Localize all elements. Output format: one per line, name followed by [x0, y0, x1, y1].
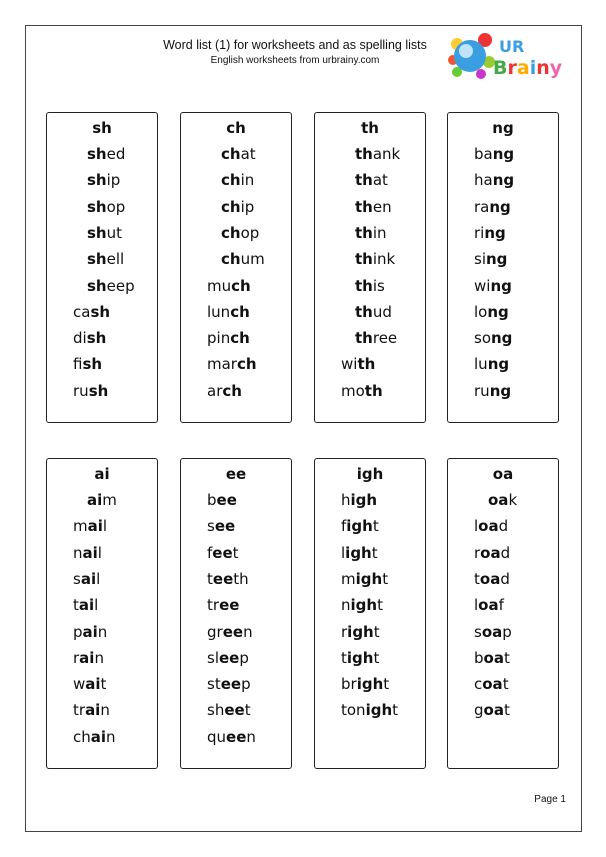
word-bold: ch [221, 250, 241, 269]
word-post: ree [372, 329, 398, 348]
word-bold: igh [350, 596, 378, 615]
word-post: d [500, 569, 510, 588]
word-pre: l [474, 517, 479, 536]
word-post: d [498, 517, 509, 536]
list-item [207, 570, 249, 588]
word-bold: ee [226, 727, 247, 746]
word-bold: ch [236, 355, 257, 374]
word-list-th [314, 112, 426, 423]
word-post: t [371, 543, 378, 562]
word-bold: oa [481, 622, 503, 641]
word-bold: ai [87, 491, 103, 509]
word-bold: ng [492, 171, 515, 190]
word-bold: ch [221, 145, 241, 163]
word-post: ip [240, 197, 255, 216]
word-post: t [372, 517, 379, 536]
word-bold: igh [346, 648, 374, 667]
word-bold: ch [230, 302, 250, 321]
word-bold: igh [355, 569, 383, 588]
word-bold: ee [222, 622, 244, 641]
word-pre: so [474, 329, 491, 348]
list-item [87, 277, 135, 295]
list-item [474, 145, 514, 163]
list-item [207, 303, 250, 321]
word-pre: qu [207, 727, 227, 746]
word-pre: ri [474, 223, 485, 242]
word-post: ed [106, 145, 126, 163]
word-pre: m [341, 569, 356, 588]
list-item [474, 250, 507, 268]
word-list-igh [314, 458, 426, 769]
word-bold: ch [231, 276, 251, 295]
list-item [341, 517, 379, 535]
word-pre: lo [474, 302, 488, 321]
word-list-ch [180, 112, 292, 423]
word-pre: br [341, 675, 357, 694]
word-pre: si [474, 250, 486, 269]
word-bold: ch [221, 171, 241, 190]
word-pre: st [207, 675, 221, 694]
list-item [73, 570, 100, 588]
list-item [221, 250, 265, 268]
list-item [73, 596, 98, 614]
word-bold: ng [485, 250, 508, 269]
list-item [221, 224, 259, 242]
word-list-ee [180, 458, 292, 769]
word-bold: ch [230, 329, 250, 348]
list-item [73, 728, 116, 746]
word-bold: ee [224, 701, 245, 720]
list-item [341, 355, 375, 373]
word-bold: ee [212, 543, 233, 562]
list-item [221, 145, 256, 163]
urbrainy-logo [445, 30, 565, 80]
word-pre: ch [73, 727, 91, 746]
list-item [355, 171, 388, 189]
word-bold: sh [87, 276, 107, 295]
word-post: t [502, 675, 509, 694]
word-pre: w [73, 675, 86, 694]
word-bold: ee [220, 675, 242, 694]
list-item [474, 355, 509, 373]
word-pre: s [207, 517, 215, 536]
list-item [341, 491, 377, 509]
word-pre: fi [73, 355, 83, 374]
list-item [355, 277, 385, 295]
word-bold: ng [491, 329, 513, 348]
word-bold: th [355, 276, 373, 295]
word-post: op [106, 197, 126, 216]
list-item [207, 329, 250, 347]
list-item [474, 303, 509, 321]
list-item [87, 171, 120, 189]
word-pre: ra [474, 197, 490, 216]
word-pre: tr [207, 596, 220, 615]
list-item [341, 675, 389, 693]
word-post: in [240, 171, 255, 190]
word-post: eep [106, 276, 135, 295]
word-post: at [372, 171, 388, 190]
word-pre: sl [207, 648, 219, 667]
word-post: n [94, 648, 104, 667]
word-post: t [373, 648, 380, 667]
word-bold: ai [80, 569, 97, 588]
word-post: n [97, 622, 108, 641]
list-item [73, 517, 107, 535]
word-post: ud [372, 302, 392, 321]
word-pre: ton [341, 701, 366, 720]
word-pre: m [73, 517, 88, 536]
word-pre: s [474, 622, 482, 641]
word-bold: ee [214, 517, 236, 536]
list-item [87, 198, 125, 216]
worksheet-title: Word list (1) for worksheets and as spelling lists [163, 38, 427, 52]
list-item [474, 675, 509, 693]
word-pre: b [474, 648, 484, 667]
word-post: ell [106, 250, 125, 269]
word-pre: n [73, 543, 83, 562]
word-bold: th [355, 145, 373, 163]
page-number: Page 1 [534, 794, 566, 805]
word-pre: n [341, 596, 351, 615]
list-item [474, 224, 506, 242]
word-bold: ng [490, 276, 512, 295]
word-post: t [382, 569, 389, 588]
list-item [341, 701, 398, 719]
word-bold: ai [87, 517, 103, 536]
word-pre: di [73, 329, 87, 348]
word-bold: ai [90, 727, 107, 746]
list-item [355, 303, 392, 321]
word-post: f [498, 596, 504, 615]
word-post: um [240, 250, 265, 269]
word-post: th [233, 569, 249, 588]
list-item [207, 491, 237, 509]
list-item [87, 491, 117, 509]
list-item [73, 303, 110, 321]
list-item [474, 329, 512, 347]
word-bold: th [364, 381, 383, 400]
list-item [87, 224, 122, 242]
word-pre: ru [474, 381, 490, 400]
word-post: l [94, 596, 99, 615]
list-item [474, 517, 508, 535]
word-bold: sh [86, 329, 107, 348]
list-item [73, 675, 106, 693]
word-pre: mo [341, 381, 365, 400]
word-list-ai [46, 458, 158, 769]
svg-text:UR: UR [499, 37, 525, 56]
list-item [207, 544, 239, 562]
word-bold: igh [356, 675, 384, 694]
word-post: ank [372, 145, 401, 163]
word-bold: ee [219, 596, 240, 615]
word-bold: oa [478, 596, 499, 615]
word-post: m [102, 491, 117, 509]
word-bold: th [355, 302, 373, 321]
word-post: l [97, 543, 102, 562]
word-bold: ng [487, 355, 510, 374]
word-pre: ar [207, 381, 223, 400]
word-bold: oa [483, 648, 504, 667]
word-pre: mu [207, 276, 232, 295]
word-bold: sh [90, 302, 111, 321]
list-item [474, 623, 512, 641]
word-bold: ch [221, 197, 241, 216]
word-post: k [508, 491, 518, 509]
list-item [341, 596, 383, 614]
word-bold: ai [79, 648, 95, 667]
list-item [207, 382, 242, 400]
word-pre: l [474, 596, 479, 615]
word-pre: t [207, 569, 213, 588]
word-post: p [239, 648, 249, 667]
word-pre: t [474, 569, 480, 588]
word-pre: lun [207, 302, 231, 321]
word-post: ink [372, 250, 396, 269]
word-pre: h [341, 491, 351, 509]
word-bold: igh [345, 543, 372, 562]
word-bold: ng [492, 145, 515, 163]
list-heading: ai [94, 465, 110, 483]
list-item [341, 570, 388, 588]
list-heading: ee [225, 465, 247, 483]
word-post: n [106, 727, 116, 746]
list-item [474, 570, 510, 588]
word-bold: ng [487, 302, 509, 321]
word-bold: sh [88, 381, 109, 400]
word-bold: oa [480, 543, 501, 562]
word-pre: p [73, 622, 83, 641]
list-item [474, 277, 512, 295]
word-post: t [392, 701, 399, 720]
word-bold: ng [489, 197, 511, 216]
list-item [221, 171, 254, 189]
list-item [73, 382, 108, 400]
list-item [341, 544, 378, 562]
word-bold: sh [87, 197, 107, 216]
word-bold: th [357, 355, 376, 374]
word-pre: b [207, 491, 217, 509]
word-bold: oa [483, 701, 504, 720]
word-bold: ai [82, 543, 98, 562]
word-bold: th [355, 197, 373, 216]
word-post: n [100, 701, 110, 720]
list-item [87, 250, 124, 268]
word-bold: ee [212, 569, 234, 588]
word-pre: s [73, 569, 81, 588]
list-heading: oa [492, 465, 514, 483]
word-bold: ai [85, 701, 101, 720]
list-item [474, 596, 504, 614]
word-post: at [240, 145, 256, 163]
word-pre: r [474, 543, 481, 562]
list-item [474, 701, 510, 719]
list-item [73, 701, 110, 719]
word-post: t [503, 701, 510, 720]
word-bold: th [355, 171, 373, 190]
word-pre: tr [73, 701, 86, 720]
word-pre: t [341, 648, 347, 667]
word-post: p [241, 675, 251, 694]
word-pre: f [207, 543, 213, 562]
word-bold: sh [82, 355, 103, 374]
list-item [341, 382, 383, 400]
word-bold: ch [221, 223, 241, 242]
word-bold: ng [484, 223, 506, 242]
list-item [207, 355, 257, 373]
word-post: t [377, 596, 383, 615]
list-item [341, 649, 379, 667]
list-item [221, 198, 254, 216]
list-heading: sh [92, 119, 112, 137]
word-pre: mar [207, 355, 237, 374]
word-bold: th [355, 329, 373, 348]
word-post: t [232, 543, 239, 562]
word-bold: ai [85, 675, 101, 694]
word-post: en [372, 197, 392, 216]
word-pre: ca [73, 302, 91, 321]
word-bold: oa [479, 569, 501, 588]
word-pre: wi [341, 355, 358, 374]
word-post: n [243, 622, 253, 641]
list-item [355, 145, 400, 163]
word-bold: oa [478, 517, 499, 536]
list-item [474, 649, 510, 667]
word-bold: th [355, 223, 373, 242]
list-item [207, 728, 256, 746]
word-pre: lu [474, 355, 488, 374]
word-post: is [372, 276, 385, 295]
word-bold: ee [218, 648, 240, 667]
list-item [207, 277, 251, 295]
word-pre: g [474, 701, 484, 720]
word-post: n [246, 727, 256, 746]
list-item [341, 623, 380, 641]
word-bold: igh [365, 701, 393, 720]
word-post: op [240, 223, 260, 242]
word-post: t [503, 648, 510, 667]
word-pre: wi [474, 276, 491, 295]
word-post: t [100, 675, 107, 694]
word-pre: gr [207, 622, 223, 641]
word-bold: igh [347, 622, 374, 641]
list-heading: ch [226, 119, 246, 137]
list-item [474, 544, 510, 562]
word-pre: c [474, 675, 483, 694]
word-post: l [102, 517, 108, 536]
word-post: t [244, 701, 251, 720]
list-item [355, 250, 395, 268]
word-bold: th [355, 250, 373, 269]
word-post: p [502, 622, 512, 641]
list-item [488, 491, 517, 509]
word-pre: t [73, 596, 79, 615]
word-bold: sh [87, 171, 107, 190]
list-item [73, 649, 104, 667]
word-bold: ee [216, 491, 237, 509]
word-bold: ch [222, 381, 242, 400]
word-post: l [96, 569, 101, 588]
word-bold: sh [87, 250, 107, 269]
word-pre: ru [73, 381, 89, 400]
word-pre: r [341, 622, 348, 641]
word-post: t [373, 622, 380, 641]
word-pre: ba [474, 145, 493, 163]
list-item [474, 198, 511, 216]
word-list-sh [46, 112, 158, 423]
word-list-oa [447, 458, 559, 769]
list-item [355, 198, 392, 216]
word-bold: sh [87, 223, 107, 242]
word-pre: f [341, 517, 347, 536]
list-item [474, 171, 514, 189]
word-pre: l [341, 543, 346, 562]
word-post: t [383, 675, 390, 694]
list-item [207, 596, 239, 614]
word-bold: ng [489, 381, 512, 400]
word-pre: r [73, 648, 80, 667]
list-item [207, 517, 235, 535]
word-bold: sh [87, 145, 107, 163]
word-pre: sh [207, 701, 225, 720]
word-post: ut [106, 223, 122, 242]
word-post: d [500, 543, 511, 562]
list-item [355, 224, 387, 242]
word-post: ip [106, 171, 121, 190]
word-bold: ai [82, 622, 98, 641]
word-bold: oa [482, 675, 503, 694]
worksheet-subtitle: English worksheets from urbrainy.com [210, 55, 380, 66]
list-heading: ng [492, 119, 514, 137]
list-heading: igh [356, 465, 384, 483]
svg-text:Brainy: Brainy [493, 57, 563, 79]
list-item [207, 675, 251, 693]
word-list-ng [447, 112, 559, 423]
list-item [207, 623, 253, 641]
word-pre: ha [474, 171, 493, 190]
list-item [87, 145, 125, 163]
word-post: in [372, 223, 387, 242]
list-item [73, 623, 107, 641]
list-item [73, 329, 106, 347]
list-item [73, 544, 102, 562]
word-bold: igh [350, 491, 378, 509]
list-item [207, 649, 249, 667]
list-item [474, 382, 511, 400]
word-bold: igh [346, 517, 373, 536]
word-bold: oa [488, 491, 509, 509]
list-item [207, 701, 251, 719]
list-heading: th [361, 119, 379, 137]
list-item [73, 355, 102, 373]
list-item [355, 329, 397, 347]
word-bold: ai [78, 596, 95, 615]
word-pre: pin [207, 329, 231, 348]
